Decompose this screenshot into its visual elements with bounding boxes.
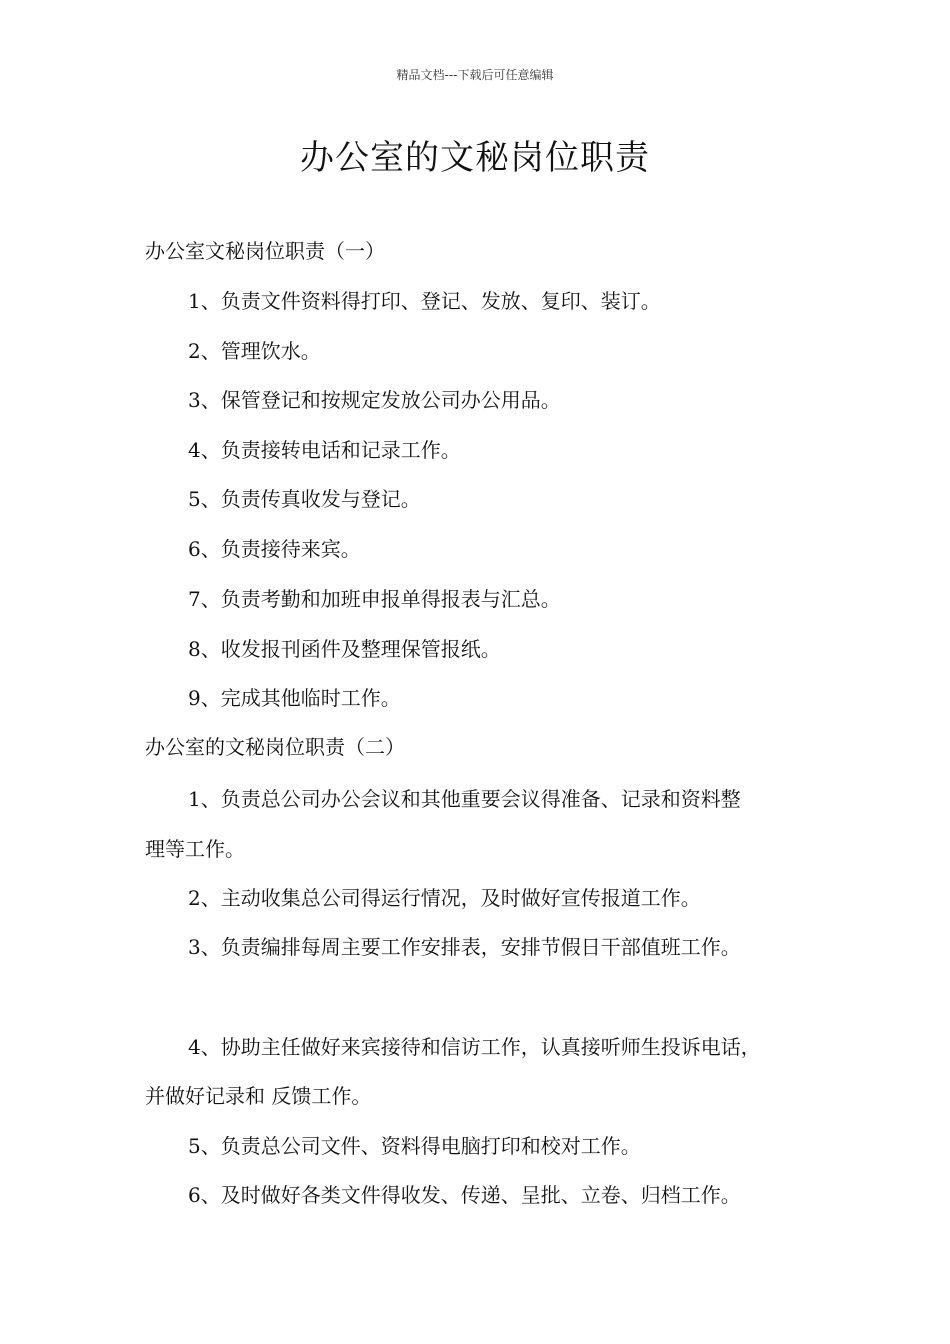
list-item-continuation: 并做好记录和 反馈工作。 — [145, 1084, 372, 1108]
list-item: 6、及时做好各类文件得收发、传递、呈批、立卷、归档工作。 — [188, 1183, 741, 1207]
list-item: 5、负责传真收发与登记。 — [188, 487, 421, 511]
list-item: 7、负责考勤和加班申报单得报表与汇总。 — [188, 587, 561, 611]
list-item-continuation: 理等工作。 — [145, 837, 245, 861]
list-item: 5、负责总公司文件、资料得电脑打印和校对工作。 — [188, 1134, 641, 1158]
section-heading: 办公室的文秘岗位职责（二） — [145, 735, 405, 759]
list-item: 2、主动收集总公司得运行情况，及时做好宣传报道工作。 — [188, 886, 701, 910]
list-item: 1、负责总公司办公会议和其他重要会议得准备、记录和资料整 — [188, 787, 741, 811]
list-item: 4、负责接转电话和记录工作。 — [188, 438, 461, 462]
list-item: 1、负责文件资料得打印、登记、发放、复印、装订。 — [188, 289, 661, 313]
list-item: 3、负责编排每周主要工作安排表，安排节假日干部值班工作。 — [188, 935, 741, 959]
list-item: 2、管理饮水。 — [188, 339, 321, 363]
list-item: 8、收发报刊函件及整理保管报纸。 — [188, 637, 501, 661]
section-heading: 办公室文秘岗位职责（一） — [145, 239, 385, 263]
header-note: 精品文档---下载后可任意编辑 — [396, 68, 554, 82]
list-item: 9、完成其他临时工作。 — [188, 686, 401, 710]
list-item: 4、协助主任做好来宾接待和信访工作，认真接听师生投诉电话， — [188, 1035, 761, 1059]
list-item: 3、保管登记和按规定发放公司办公用品。 — [188, 388, 561, 412]
list-item: 6、负责接待来宾。 — [188, 537, 361, 561]
document-title: 办公室的文秘岗位职责 — [300, 138, 650, 178]
